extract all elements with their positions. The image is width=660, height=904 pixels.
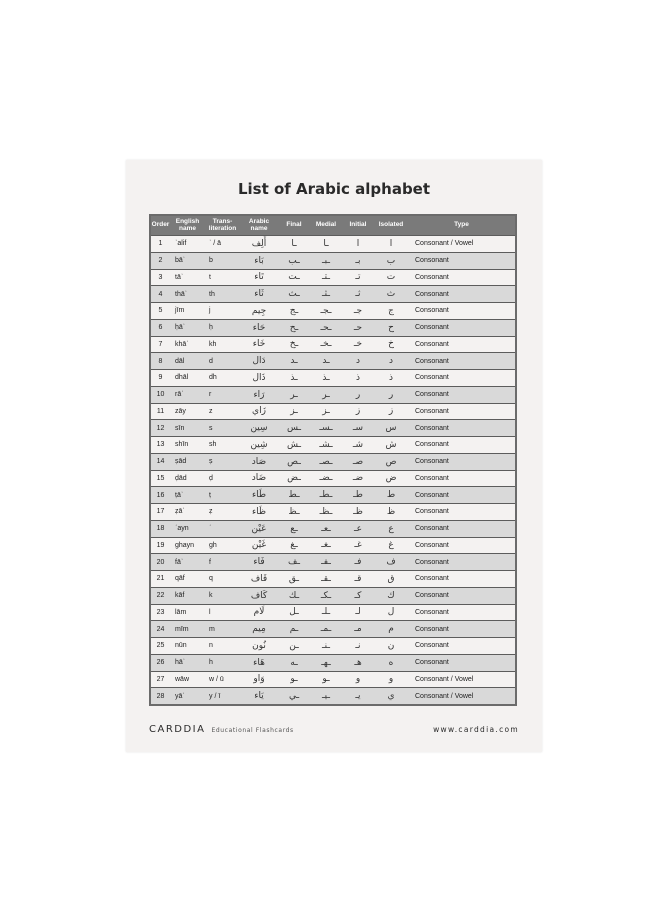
cell-isolated-form: ج <box>388 305 394 316</box>
table-row <box>151 604 515 621</box>
brand-subtitle: Educational Flashcards <box>211 726 294 734</box>
cell-final-form: ـص <box>287 456 301 467</box>
cell-medial-form: ـظـ <box>319 506 333 517</box>
cell-type: Consonant <box>415 508 449 516</box>
cell-english-name: ḍād <box>175 474 187 482</box>
cell-medial-form: ـعـ <box>321 523 331 534</box>
table-row <box>151 369 515 386</box>
cell-transliteration: z <box>209 407 213 415</box>
cell-order: 20 <box>156 558 165 566</box>
cell-final-form: ـز <box>290 406 298 417</box>
cell-arabic-name: حَاء <box>252 322 266 333</box>
cell-arabic-name: طَاء <box>251 490 267 501</box>
header-medial: Medial <box>315 221 337 229</box>
brand-logo: CARDDIA <box>149 723 206 735</box>
footer <box>149 722 519 736</box>
cell-type: Consonant <box>415 541 449 549</box>
table-header <box>151 216 515 235</box>
header-arabic-name: Arabic name <box>248 218 270 232</box>
cell-medial-form: ـهـ <box>321 657 331 668</box>
cell-type: Consonant <box>415 324 449 332</box>
cell-isolated-form: ك <box>387 590 395 601</box>
cell-isolated-form: خ <box>388 339 394 350</box>
header-isolated: Isolated <box>378 221 404 229</box>
cell-initial-form: مـ <box>354 624 362 635</box>
cell-type: Consonant <box>415 608 449 616</box>
cell-english-name: ghayn <box>175 541 195 549</box>
cell-transliteration: gh <box>209 541 217 549</box>
cell-arabic-name: عَيْن <box>251 523 267 534</box>
cell-isolated-form: ر <box>388 389 394 400</box>
cell-medial-form: ـد <box>322 356 330 367</box>
cell-final-form: ـد <box>290 356 298 367</box>
cell-english-name: yāʾ <box>175 692 185 700</box>
cell-english-name: ʾalif <box>175 240 187 248</box>
cell-medial-form: ـذ <box>322 372 330 383</box>
cell-initial-form: فـ <box>354 557 362 568</box>
table-row <box>151 470 515 487</box>
header-english-name: English name <box>175 218 200 232</box>
table-row <box>151 637 515 654</box>
page-title: List of Arabic alphabet <box>237 180 431 198</box>
header-type: Type <box>454 221 469 229</box>
cell-transliteration: ʾ / ā <box>209 240 222 248</box>
cell-order: 15 <box>156 474 165 482</box>
cell-type: Consonant <box>415 525 449 533</box>
cell-arabic-name: سِين <box>250 423 268 434</box>
cell-initial-form: ضـ <box>352 473 364 484</box>
cell-initial-form: د <box>356 356 361 367</box>
cell-transliteration: d <box>209 357 213 365</box>
cell-order: 21 <box>156 575 165 583</box>
cell-order: 5 <box>158 307 163 315</box>
cell-type: Consonant <box>415 659 449 667</box>
cell-isolated-form: ض <box>385 473 397 484</box>
cell-isolated-form: ع <box>388 523 394 534</box>
cell-medial-form: ـو <box>322 674 330 685</box>
cell-order: 18 <box>156 525 165 533</box>
cell-isolated-form: ح <box>388 322 394 333</box>
table-row <box>151 336 515 353</box>
cell-type: Consonant <box>415 340 449 348</box>
cell-type: Consonant <box>415 558 449 566</box>
cell-transliteration: b <box>209 257 213 265</box>
cell-english-name: shīn <box>175 441 189 449</box>
cell-isolated-form: ت <box>386 272 396 283</box>
cell-isolated-form: م <box>388 624 394 635</box>
cell-english-name: ʿayn <box>175 525 189 533</box>
cell-order: 1 <box>158 240 163 248</box>
cell-medial-form: ـحـ <box>320 322 332 333</box>
cell-final-form: ـه <box>290 657 298 668</box>
cell-arabic-name: قَاف <box>250 573 268 584</box>
cell-order: 10 <box>156 391 165 399</box>
cell-final-form: ـع <box>290 523 298 534</box>
cell-type: Consonant <box>415 273 449 281</box>
cell-initial-form: سـ <box>352 423 364 434</box>
cell-type: Consonant <box>415 424 449 432</box>
cell-final-form: ـن <box>289 640 299 651</box>
cell-initial-form: تـ <box>355 272 361 283</box>
cell-isolated-form: ف <box>386 557 396 568</box>
table-row <box>151 486 515 503</box>
cell-initial-form: قـ <box>354 573 362 584</box>
table-row <box>151 654 515 671</box>
cell-initial-form: حـ <box>353 322 363 333</box>
cell-isolated-form: ل <box>387 607 395 618</box>
cell-isolated-form: ظ <box>386 506 396 517</box>
table-row <box>151 537 515 554</box>
cell-type: Consonant <box>415 575 449 583</box>
cell-final-form: ـض <box>287 473 301 484</box>
cell-transliteration: kh <box>209 340 217 348</box>
cell-order: 4 <box>158 290 163 298</box>
cell-type: Consonant <box>415 290 449 298</box>
cell-initial-form: هـ <box>354 657 362 668</box>
flashcard <box>126 160 542 752</box>
table-row <box>151 453 515 470</box>
cell-medial-form: ـز <box>322 406 330 417</box>
website-url: www.carddia.com <box>433 724 519 734</box>
table-row <box>151 285 515 302</box>
cell-arabic-name: دَال <box>252 356 266 367</box>
cell-final-form: ـب <box>288 255 300 266</box>
cell-medial-form: ـنـ <box>322 640 330 651</box>
cell-transliteration: k <box>209 592 213 600</box>
cell-english-name: lām <box>175 608 187 616</box>
cell-order: 26 <box>156 659 165 667</box>
cell-isolated-form: ذ <box>389 372 394 383</box>
cell-isolated-form: ص <box>385 456 397 467</box>
cell-final-form: ـو <box>290 674 298 685</box>
table-row <box>151 252 515 269</box>
cell-arabic-name: جِيم <box>251 305 267 316</box>
cell-english-name: ṭāʾ <box>175 491 184 499</box>
cell-isolated-form: ق <box>387 573 395 584</box>
cell-type: Consonant <box>415 407 449 415</box>
cell-initial-form: عـ <box>354 523 363 534</box>
cell-arabic-name: وَاو <box>253 674 265 685</box>
cell-transliteration: th <box>209 290 215 298</box>
cell-arabic-name: رَاء <box>253 389 265 400</box>
cell-order: 23 <box>156 608 165 616</box>
cell-medial-form: ـجـ <box>320 305 332 316</box>
cell-initial-form: ظـ <box>353 506 363 517</box>
table-row <box>151 570 515 587</box>
cell-arabic-name: مِيم <box>252 624 266 635</box>
cell-type: Consonant / Vowel <box>415 240 474 248</box>
cell-medial-form: ـقـ <box>321 573 331 584</box>
cell-final-form: ـج <box>289 305 299 316</box>
cell-medial-form: ـخـ <box>320 339 332 350</box>
cell-final-form: ـا <box>291 238 297 249</box>
table-row <box>151 419 515 436</box>
brand <box>149 724 294 735</box>
cell-order: 8 <box>158 357 163 365</box>
cell-initial-form: ا <box>356 238 360 249</box>
cell-english-name: hāʾ <box>175 659 186 667</box>
cell-medial-form: ـطـ <box>319 490 333 501</box>
cell-transliteration: ẓ <box>209 508 213 516</box>
cell-initial-form: ز <box>355 406 361 417</box>
cell-final-form: ـل <box>289 607 299 618</box>
cell-arabic-name: ظَاء <box>251 506 267 517</box>
cell-transliteration: m <box>209 625 215 633</box>
cell-arabic-name: تَاء <box>254 272 264 283</box>
table-row <box>151 403 515 420</box>
cell-arabic-name: نُون <box>252 640 266 651</box>
cell-type: Consonant <box>415 458 449 466</box>
alphabet-table <box>149 214 517 706</box>
cell-initial-form: يـ <box>355 691 361 702</box>
cell-medial-form: ـشـ <box>319 439 333 450</box>
cell-type: Consonant <box>415 374 449 382</box>
cell-english-name: ṣād <box>175 458 187 466</box>
cell-transliteration: j <box>209 307 211 315</box>
cell-final-form: ـق <box>288 573 300 584</box>
cell-medial-form: ـكـ <box>320 590 332 601</box>
cell-type: Consonant <box>415 391 449 399</box>
cell-medial-form: ـثـ <box>322 289 330 300</box>
cell-type: Consonant <box>415 357 449 365</box>
cell-isolated-form: ن <box>387 640 395 651</box>
table-row <box>151 587 515 604</box>
cell-transliteration: r <box>209 391 212 399</box>
table-row <box>151 352 515 369</box>
cell-initial-form: طـ <box>353 490 363 501</box>
cell-final-form: ـح <box>289 322 299 333</box>
cell-type: Consonant / Vowel <box>415 675 474 683</box>
cell-medial-form: ـمـ <box>320 624 332 635</box>
cell-english-name: qāf <box>175 575 185 583</box>
cell-initial-form: غـ <box>354 540 362 551</box>
cell-final-form: ـذ <box>290 372 298 383</box>
cell-final-form: ـس <box>286 423 302 434</box>
cell-transliteration: w / ū <box>209 675 224 683</box>
cell-transliteration: dh <box>209 374 217 382</box>
cell-arabic-name: شِين <box>250 439 268 450</box>
cell-english-name: mīm <box>175 625 189 633</box>
cell-arabic-name: ضَاد <box>251 473 267 484</box>
cell-arabic-name: بَاء <box>254 255 264 266</box>
cell-isolated-form: ا <box>389 238 393 249</box>
cell-medial-form: ـا <box>323 238 329 249</box>
cell-english-name: kāf <box>175 592 185 600</box>
cell-english-name: ḥāʾ <box>175 324 186 332</box>
table-row <box>151 235 515 252</box>
cell-arabic-name: هَاء <box>253 657 265 668</box>
cell-arabic-name: أَلِف <box>251 238 267 249</box>
cell-english-name: fāʾ <box>175 558 184 566</box>
cell-arabic-name: صَاد <box>251 456 267 467</box>
cell-english-name: sīn <box>175 424 185 432</box>
cell-isolated-form: ي <box>387 691 395 702</box>
cell-order: 17 <box>156 508 165 516</box>
cell-isolated-form: ه <box>388 657 394 668</box>
table-row <box>151 520 515 537</box>
cell-type: Consonant / Vowel <box>415 692 474 700</box>
header-initial: Initial <box>349 221 367 229</box>
cell-isolated-form: ط <box>386 490 396 501</box>
cell-arabic-name: خَاء <box>252 339 266 350</box>
cell-final-form: ـغ <box>290 540 298 551</box>
cell-order: 27 <box>156 675 165 683</box>
cell-english-name: dhāl <box>175 374 189 382</box>
cell-initial-form: صـ <box>352 456 364 467</box>
cell-final-form: ـط <box>288 490 300 501</box>
cell-transliteration: t <box>209 273 211 281</box>
cell-initial-form: نـ <box>355 640 361 651</box>
cell-type: Consonant <box>415 642 449 650</box>
cell-order: 6 <box>158 324 163 332</box>
cell-transliteration: ṭ <box>209 491 211 499</box>
cell-isolated-form: ب <box>386 255 396 266</box>
table-row <box>151 503 515 520</box>
cell-medial-form: ـغـ <box>321 540 331 551</box>
cell-medial-form: ـتـ <box>322 272 330 283</box>
cell-transliteration: ʿ <box>209 525 212 533</box>
cell-isolated-form: غ <box>388 540 394 551</box>
cell-isolated-form: د <box>389 356 394 367</box>
cell-transliteration: ḍ <box>209 474 213 482</box>
cell-medial-form: ـسـ <box>319 423 333 434</box>
cell-type: Consonant <box>415 474 449 482</box>
cell-type: Consonant <box>415 491 449 499</box>
header-order: Order <box>151 221 170 229</box>
header-final: Final <box>286 221 302 229</box>
cell-order: 11 <box>156 407 165 415</box>
cell-medial-form: ـضـ <box>319 473 333 484</box>
cell-transliteration: ḥ <box>209 324 213 332</box>
cell-arabic-name: يَاء <box>254 691 264 702</box>
cell-initial-form: ذ <box>356 372 361 383</box>
cell-medial-form: ـيـ <box>322 691 330 702</box>
cell-final-form: ـم <box>289 624 299 635</box>
cell-initial-form: ثـ <box>355 289 361 300</box>
cell-order: 2 <box>158 257 163 265</box>
cell-initial-form: شـ <box>352 439 364 450</box>
cell-order: 13 <box>156 441 165 449</box>
cell-type: Consonant <box>415 625 449 633</box>
cell-final-form: ـي <box>288 691 300 702</box>
cell-english-name: rāʾ <box>175 391 184 399</box>
cell-english-name: zāy <box>175 407 186 415</box>
table-row <box>151 436 515 453</box>
cell-medial-form: ـصـ <box>319 456 333 467</box>
cell-type: Consonant <box>415 441 449 449</box>
cell-transliteration: h <box>209 659 213 667</box>
cell-order: 25 <box>156 642 165 650</box>
cell-initial-form: جـ <box>353 305 363 316</box>
cell-initial-form: و <box>355 674 361 685</box>
cell-order: 14 <box>156 458 165 466</box>
table-row <box>151 620 515 637</box>
cell-isolated-form: ز <box>388 406 394 417</box>
cell-final-form: ـف <box>288 557 300 568</box>
cell-medial-form: ـبـ <box>322 255 330 266</box>
table-row <box>151 671 515 688</box>
cell-transliteration: sh <box>209 441 217 449</box>
cell-initial-form: خـ <box>353 339 363 350</box>
cell-transliteration: y / ī <box>209 692 221 700</box>
cell-english-name: jīm <box>175 307 185 315</box>
cell-english-name: nūn <box>175 642 187 650</box>
table-row <box>151 302 515 319</box>
cell-type: Consonant <box>415 257 449 265</box>
cell-final-form: ـخ <box>289 339 299 350</box>
cell-arabic-name: زَاي <box>252 406 266 417</box>
cell-arabic-name: غَيْن <box>251 540 267 551</box>
table-row <box>151 687 515 704</box>
cell-english-name: dāl <box>175 357 185 365</box>
cell-final-form: ـت <box>288 272 300 283</box>
cell-initial-form: كـ <box>354 590 362 601</box>
cell-isolated-form: و <box>388 674 394 685</box>
cell-arabic-name: ذَال <box>252 372 266 383</box>
table-row <box>151 386 515 403</box>
cell-arabic-name: فَاء <box>253 557 265 568</box>
cell-final-form: ـث <box>288 289 300 300</box>
cell-initial-form: بـ <box>355 255 361 266</box>
cell-type: Consonant <box>415 592 449 600</box>
cell-english-name: bāʾ <box>175 257 186 265</box>
cell-medial-form: ـر <box>322 389 330 400</box>
cell-medial-form: ـفـ <box>321 557 331 568</box>
cell-final-form: ـك <box>288 590 300 601</box>
cell-english-name: wāw <box>175 675 190 683</box>
cell-transliteration: f <box>209 558 211 566</box>
cell-transliteration: s <box>209 424 213 432</box>
cell-english-name: ẓāʾ <box>175 508 185 516</box>
cell-arabic-name: كَاف <box>250 590 268 601</box>
cell-initial-form: لـ <box>355 607 361 618</box>
table-row <box>151 319 515 336</box>
cell-order: 12 <box>156 424 165 432</box>
header-transliteration: Trans- literation <box>208 218 237 232</box>
cell-order: 7 <box>158 340 163 348</box>
cell-order: 16 <box>156 491 165 499</box>
cell-isolated-form: ش <box>385 439 397 450</box>
cell-transliteration: n <box>209 642 213 650</box>
cell-isolated-form: س <box>385 423 397 434</box>
cell-order: 22 <box>156 592 165 600</box>
cell-transliteration: q <box>209 575 213 583</box>
cell-transliteration: ṣ <box>209 458 213 466</box>
cell-english-name: khāʾ <box>175 340 189 348</box>
cell-arabic-name: لَام <box>253 607 265 618</box>
cell-final-form: ـر <box>290 389 298 400</box>
cell-order: 9 <box>158 374 163 382</box>
cell-final-form: ـظ <box>288 506 300 517</box>
table-row <box>151 269 515 286</box>
cell-arabic-name: ثَاء <box>254 289 264 300</box>
cell-english-name: tāʾ <box>175 273 184 281</box>
cell-type: Consonant <box>415 307 449 315</box>
cell-order: 28 <box>156 692 165 700</box>
cell-order: 3 <box>158 273 163 281</box>
table-row <box>151 553 515 570</box>
cell-isolated-form: ث <box>386 289 396 300</box>
table-body <box>151 235 515 704</box>
cell-transliteration: l <box>209 608 211 616</box>
cell-order: 19 <box>156 541 165 549</box>
cell-final-form: ـش <box>286 439 302 450</box>
cell-order: 24 <box>156 625 165 633</box>
cell-initial-form: ر <box>355 389 361 400</box>
cell-english-name: thāʾ <box>175 290 188 298</box>
cell-medial-form: ـلـ <box>321 607 331 618</box>
